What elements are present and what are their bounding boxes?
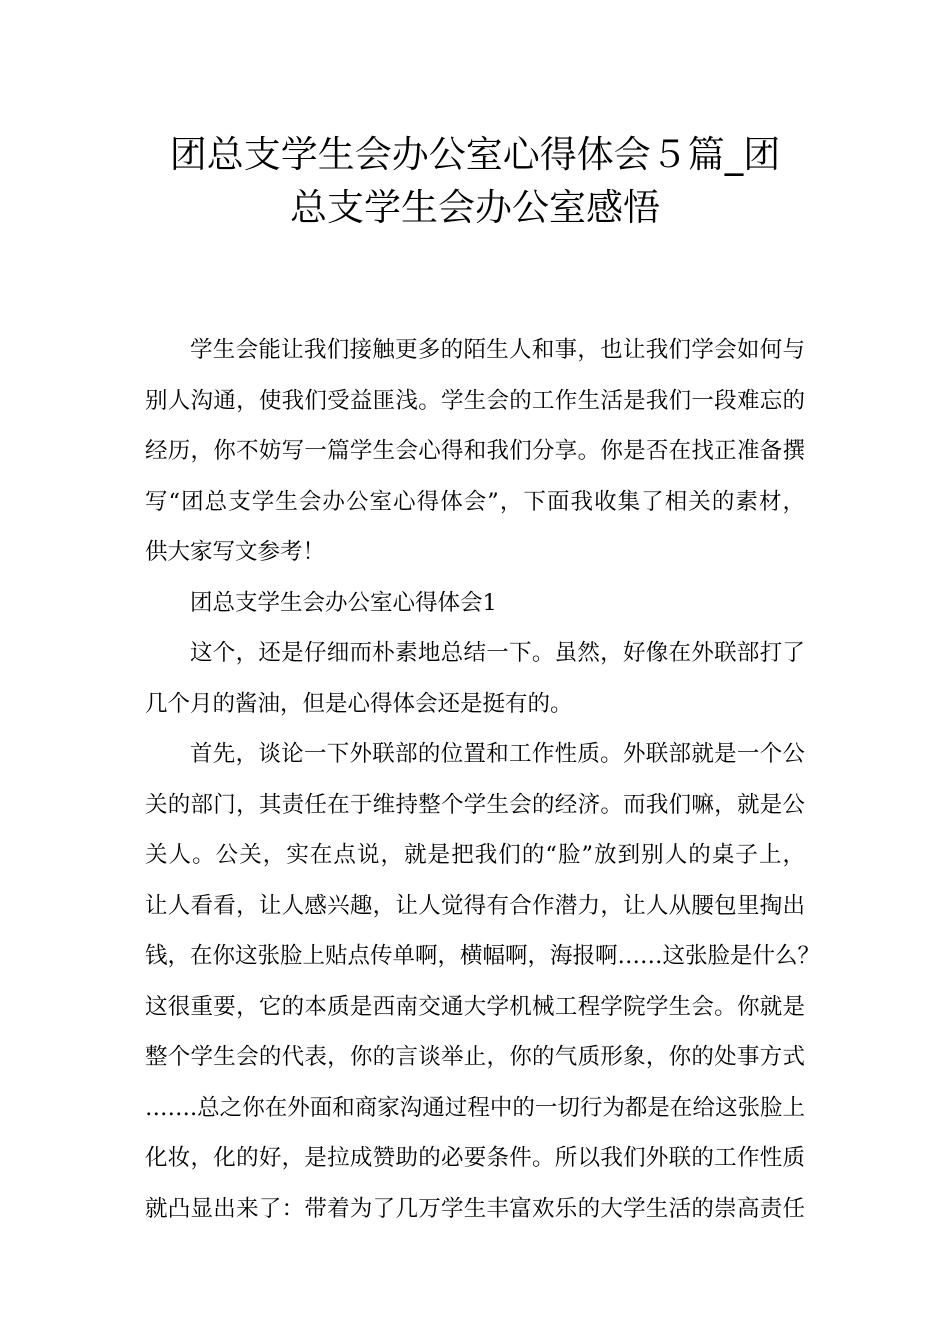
title-line: 团总支学生会办公室心得体会５篇_团 [169,133,781,176]
text-line: 别人沟通，使我们受益匪浅。学生会的工作生活是我们一段难忘的 [145,387,805,414]
text-line: 这个，还是仔细而朴素地总结一下。虽然，好像在外联部打了 [190,640,805,666]
paragraph [145,729,821,1234]
text-line: 写“团总支学生会办公室心得体会”，下面我收集了相关的素材， [145,488,805,515]
text-line: 让人看看，让人感兴趣，让人觉得有合作潜力，让人从腰包里掏出 [145,892,805,919]
text-line: …….总之你在外面和商家沟通过程中的一切行为都是在给这张脸上 [145,1094,805,1121]
text-line: 几个月的酱油，但是心得体会还是挺有的。 [145,690,573,717]
text-line: 供大家写文参考！ [145,539,326,565]
text-line: 就凸显出来了：带着为了几万学生丰富欢乐的大学生活的崇高责任 [145,1195,805,1222]
text-line: 这很重要，它的本质是西南交通大学机械工程学院学生会。你就是 [145,993,805,1020]
text-line: 经历，你不妨写一篇学生会心得和我们分享。你是否在找正准备撰 [145,438,805,464]
section-heading [145,578,805,629]
text-line: 钱，在你这张脸上贴点传单啊，横幅啊，海报啊……这张脸是什么？ [145,943,821,969]
text-line: 首先，谈论一下外联部的位置和工作性质。外联部就是一个公 [190,741,805,767]
document-title [140,128,810,234]
text-line: 化妆，化的好，是拉成赞助的必要条件。所以我们外联的工作性质 [145,1145,805,1171]
text-line: 关的部门，其责任在于维持整个学生会的经济。而我们嘛，就是公 [145,791,805,818]
paragraph [145,628,805,729]
title-line: 总支学生会办公室感悟 [290,186,660,229]
text-line: 团总支学生会办公室心得体会1 [190,589,497,616]
text-line: 整个学生会的代表，你的言谈举止，你的气质形象，你的处事方式 [145,1044,805,1070]
document-body [145,325,821,1234]
text-line: 学生会能让我们接触更多的陌生人和事，也让我们学会如何与 [190,337,805,363]
paragraph [145,325,805,578]
text-line: 关人。公关，实在点说，就是把我们的“脸”放到别人的桌子上， [145,842,805,868]
